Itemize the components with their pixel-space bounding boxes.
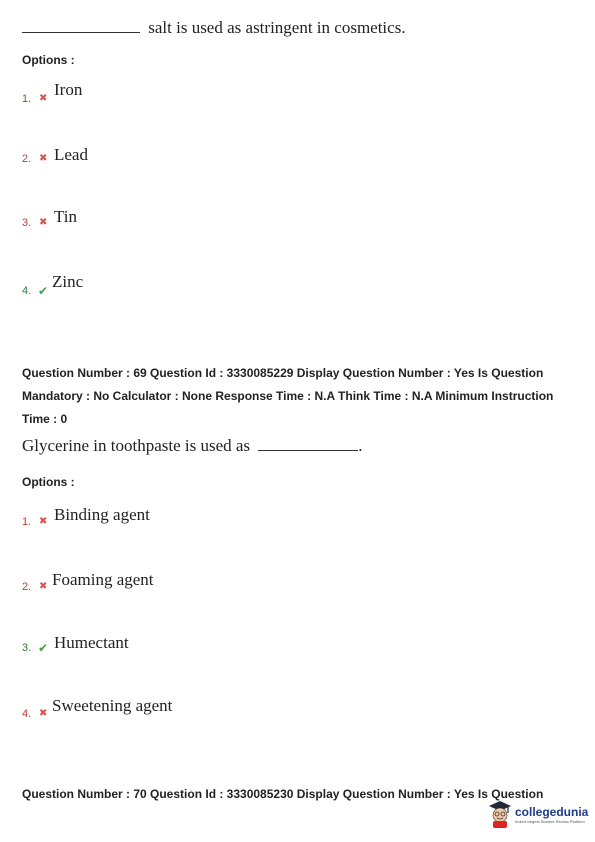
option-text: Lead	[54, 145, 88, 164]
student-mascot-icon	[488, 800, 512, 828]
option-number: 3.	[22, 217, 32, 229]
wrong-mark-icon: ✖	[39, 581, 48, 592]
option-number: 3.	[22, 642, 32, 654]
check-mark-icon: ✔	[38, 284, 49, 298]
option-text: Zinc	[52, 272, 84, 291]
option-number: 1.	[22, 516, 32, 528]
option-number: 2.	[22, 581, 32, 593]
option-number: 4.	[22, 708, 32, 720]
option-number: 1.	[22, 93, 32, 105]
question-meta	[22, 362, 553, 431]
option-text: Binding agent	[54, 505, 150, 524]
wrong-mark-icon: ✖	[39, 153, 48, 164]
option-number: 2.	[22, 153, 32, 165]
question-stem-text: salt is used as astringent in cosmetics.	[148, 18, 406, 37]
answer-blank	[258, 450, 358, 451]
question-meta-line: Question Number : 69 Question Id : 3330085229 Display Question Number : Yes Is Question	[22, 366, 544, 380]
question-meta	[22, 783, 543, 806]
option-text: Foaming agent	[52, 570, 154, 589]
question-meta-line: Mandatory : No Calculator : None Response Time : N.A Think Time : N.A Minimum Instruction	[22, 389, 554, 403]
question-stem-text: Glycerine in toothpaste is used as	[22, 436, 251, 455]
question-stem	[22, 436, 363, 456]
wrong-mark-icon: ✖	[39, 516, 48, 527]
question-meta-line: Question Number : 70 Question Id : 3330085230 Display Question Number : Yes Is Question	[22, 787, 544, 801]
options-label: Options :	[22, 53, 75, 67]
question-meta-line: Time : 0	[22, 412, 68, 426]
brand-name: collegedunia	[515, 804, 589, 819]
option-text: Sweetening agent	[52, 696, 173, 715]
wrong-mark-icon: ✖	[39, 93, 48, 104]
brand-tagline: India's largest Student Review Platform	[515, 818, 585, 824]
question-stem	[22, 18, 406, 38]
option-number: 4.	[22, 285, 32, 297]
option-text: Iron	[54, 80, 83, 99]
question-stem-end: .	[358, 436, 363, 455]
check-mark-icon: ✔	[38, 641, 49, 655]
brand-logo	[488, 800, 588, 828]
options-label: Options :	[22, 475, 75, 489]
option-text: Tin	[54, 207, 78, 226]
wrong-mark-icon: ✖	[39, 217, 48, 228]
wrong-mark-icon: ✖	[39, 708, 48, 719]
answer-blank	[22, 32, 140, 33]
option-text: Humectant	[54, 633, 129, 652]
